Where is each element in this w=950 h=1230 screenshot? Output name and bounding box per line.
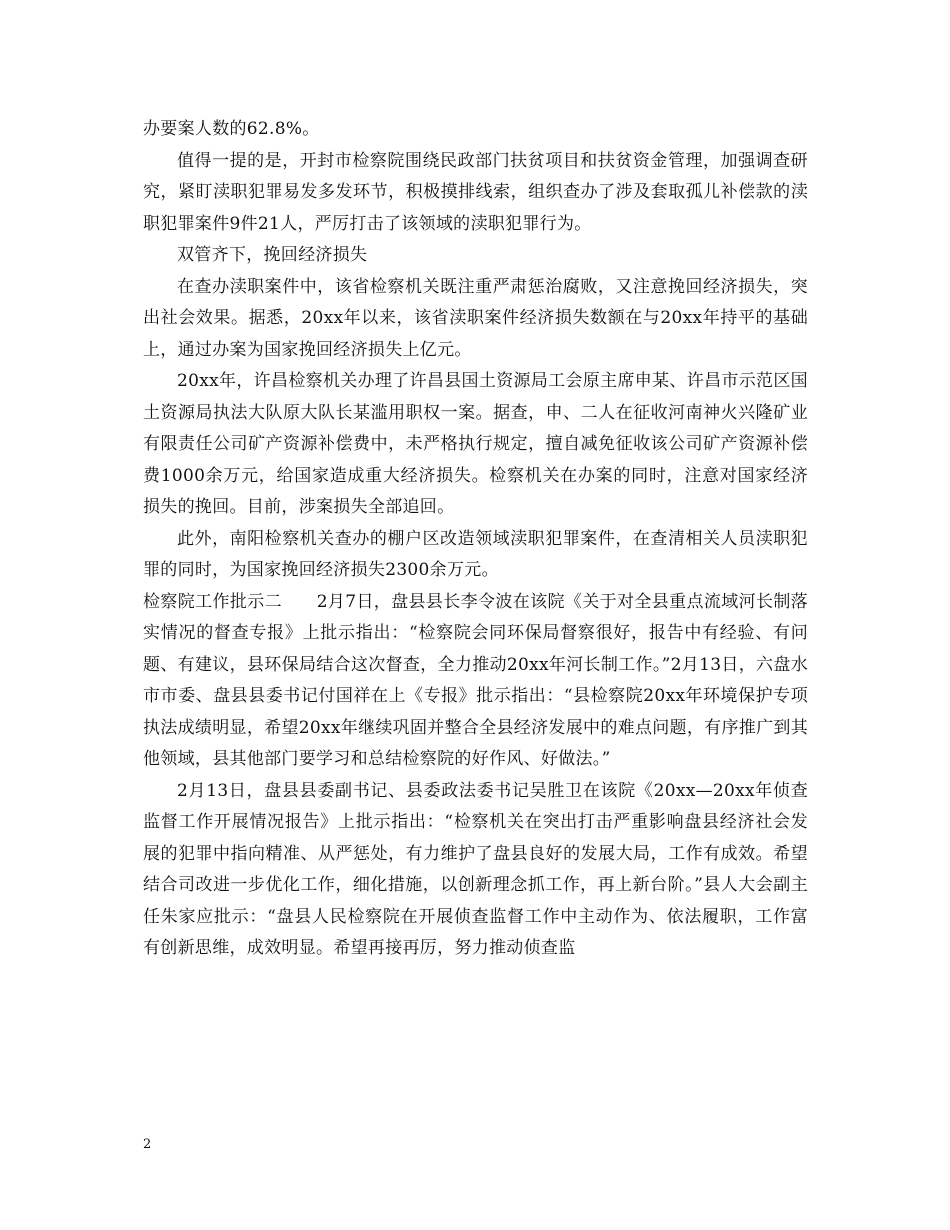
paragraph-3: 在查办渎职案件中，该省检察机关既注重严肃惩治腐败，又注意挽回经济损失，突出社会效果。据悉，20xx年以来，该省渎职案件经济损失数额在与20xx年持平的基础上，通过办案为国家挽回经济损失上亿元。 — [143, 276, 808, 360]
paragraph-1: 办要案人数的62.8%。 — [143, 119, 320, 139]
paragraph-5: 此外，南阳检察机关查办的棚户区改造领域渎职犯罪案件，在查清相关人员渎职犯罪的同时，为国家挽回经济损失2300余万元。 — [143, 528, 808, 580]
page-number: 2 — [143, 1137, 152, 1152]
paragraph-6: 检察院工作批示二 2月7日，盘县县长李令波在该院《关于对全县重点流域河长制落实情况的督查专报》上批示指出：“检察院会同环保局督察很好，报告中有经验、有问题、有建议，县环保局结合这次督查，全力推动20xx年河长制工作。”2月13日，六盘水市市委、盘县县委书记付国祥在上《专报》批示指出：“县检察院20xx年环境保护专项执法成绩明显，希望20xx年继续巩固并整合全县经济发展中的难点问题，有序推广到其他领域，县其他部门要学习和总结检察院的好作风、好做法。” — [143, 591, 808, 769]
document-body — [143, 114, 808, 965]
section-heading: 双管齐下，挽回经济损失 — [177, 245, 368, 265]
paragraph-4: 20xx年，许昌检察机关办理了许昌县国土资源局工会原主席申某、许昌市示范区国土资源局执法大队原大队长某滥用职权一案。据查，申、二人在征收河南神火兴隆矿业有限责任公司矿产资源补偿费中，未严格执行规定，擅自减免征收该公司矿产资源补偿费1000余万元，给国家造成重大经济损失。检察机关在办案的同时，注意对国家经济损失的挽回。目前，涉案损失全部追回。 — [143, 371, 808, 517]
paragraph-2: 值得一提的是，开封市检察院围绕民政部门扶贫项目和扶贫资金管理，加强调查研究，紧盯渎职犯罪易发多发环节，积极摸排线索，组织查办了涉及套取孤儿补偿款的渎职犯罪案件9件21人，严厉打击了该领域的渎职犯罪行为。 — [143, 150, 808, 234]
paragraph-7: 2月13日，盘县县委副书记、县委政法委书记吴胜卫在该院《20xx—20xx年侦查监督工作开展情况报告》上批示指出：“检察机关在突出打击严重影响盘县经济社会发展的犯罪中指向精准、从严惩处，有力维护了盘县良好的发展大局，工作有成效。希望结合司改进一步优化工作，细化措施，以创新理念抓工作，再上新台阶。”县人大会副主任朱家应批示：“盘县人民检察院在开展侦查监督工作中主动作为、依法履职，工作富有创新思维，成效明显。希望再接再厉，努力推动侦查监 — [143, 780, 808, 958]
